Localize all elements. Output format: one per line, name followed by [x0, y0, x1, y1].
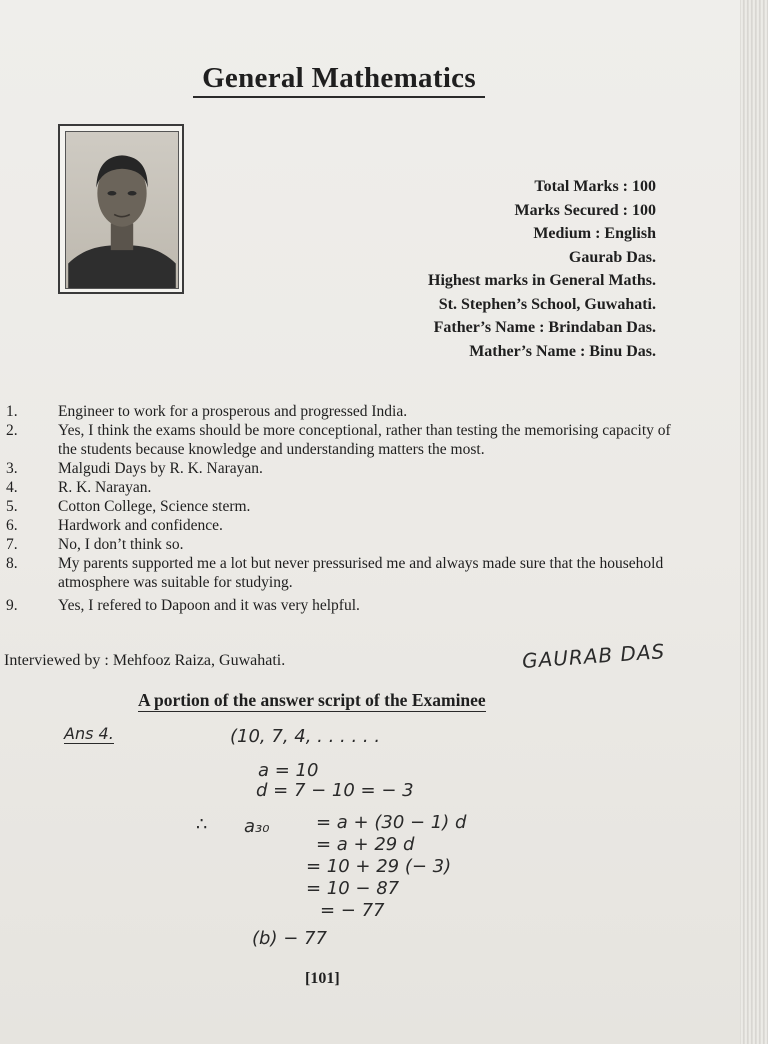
- interviewer-credit: Interviewed by : Mehfooz Raiza, Guwahati.: [4, 652, 286, 669]
- student-photo: [58, 124, 184, 294]
- ans-label: Ans 4.: [64, 724, 114, 743]
- answer-item: 9. Yes, I refered to Dapoon and it was very helpful.: [6, 597, 360, 614]
- answer-item: 3. Malgudi Days by R. K. Narayan.: [6, 460, 263, 477]
- marks-secured: Marks Secured : 100: [514, 201, 656, 219]
- answer-item: 8. My parents supported me a lot but never pressurised me and always made sure that the household atmosphere was suitable for studying.: [6, 555, 664, 591]
- answer-item: 1. Engineer to work for a prosperous and progressed India.: [6, 403, 408, 420]
- therefore-symbol: ∴: [196, 814, 208, 835]
- book-page-edges: [740, 0, 768, 1044]
- handwritten-signature: GAURAB DAS: [521, 639, 666, 673]
- final-answer: (b) − 77: [252, 928, 327, 949]
- answer-item: 7. No, I don’t think so.: [6, 536, 184, 553]
- equation-step-5: = − 77: [320, 900, 385, 921]
- answer-script-heading: A portion of the answer script of the Examinee: [138, 690, 486, 710]
- portrait-image: [65, 131, 179, 289]
- page-number: [101]: [305, 970, 340, 987]
- mother-name: Mather’s Name : Binu Das.: [469, 342, 656, 360]
- equation-step-1: = a + (30 − 1) d: [316, 812, 467, 833]
- achievement: Highest marks in General Maths.: [428, 272, 656, 289]
- school-name: St. Stephen’s School, Guwahati.: [438, 295, 656, 313]
- medium: Medium : English: [533, 225, 656, 242]
- student-info: [428, 175, 656, 363]
- equation-step-2: = a + 29 d: [316, 834, 415, 855]
- answer-item: 5. Cotton College, Science sterm.: [6, 498, 251, 515]
- answer-item: 6. Hardwork and confidence.: [6, 517, 223, 534]
- father-name: Father’s Name : Brindaban Das.: [433, 319, 656, 336]
- first-term-line: a = 10: [258, 760, 319, 781]
- page-title: General Mathematics: [193, 62, 485, 98]
- total-marks: Total Marks : 100: [534, 178, 656, 195]
- interview-answers: [6, 402, 686, 615]
- student-name: Gaurab Das.: [568, 248, 656, 266]
- sequence-line: (10, 7, 4, . . . . . .: [230, 726, 381, 747]
- answer-item: 2. Yes, I think the exams should be more conceptional, rather than testing the memorising capacity of the students because knowledge and understanding matters the most.: [6, 422, 671, 458]
- common-difference-line: d = 7 − 10 = − 3: [256, 780, 414, 801]
- equation-step-3: = 10 + 29 (− 3): [306, 856, 452, 877]
- a30-label: a₃₀: [244, 816, 270, 837]
- equation-step-4: = 10 − 87: [306, 878, 400, 899]
- answer-item: 4. R. K. Narayan.: [6, 479, 152, 496]
